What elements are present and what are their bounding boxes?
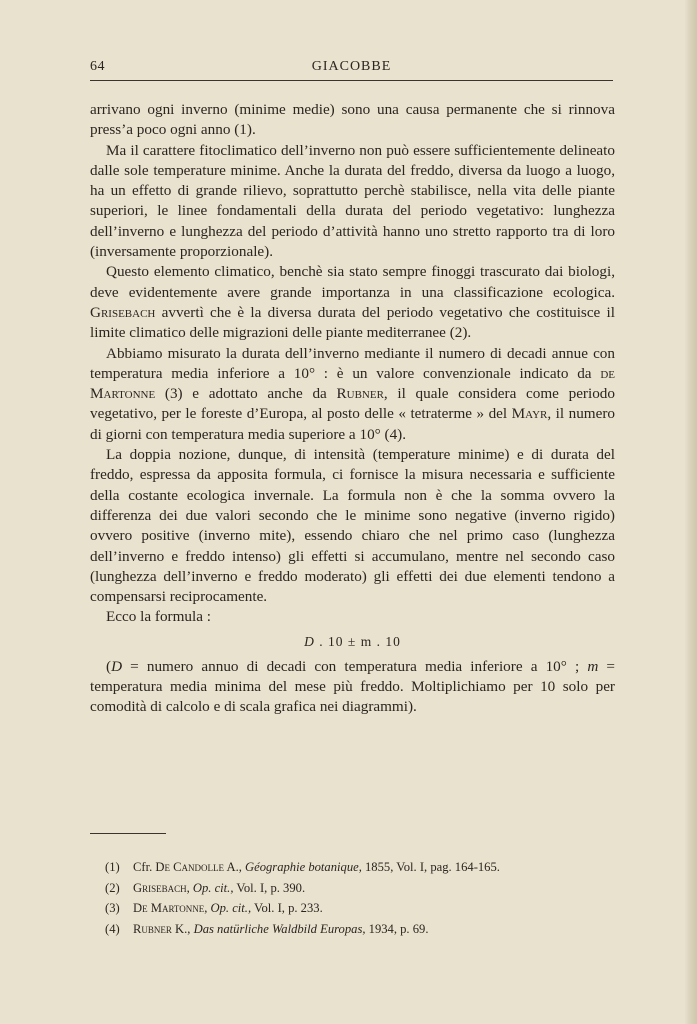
footnote-author: De Martonne [133, 901, 205, 915]
formula-legend [90, 657, 615, 718]
paragraph-4-text-b: (3) e adottato anche da [155, 385, 337, 403]
paragraph-6: Ecco la formula : [106, 608, 211, 626]
legend-def-d: = numero annuo di decadi con temperatura media inferiore a 10° ; [122, 657, 588, 675]
legend-def-m: = temperatura media minima del mese più freddo. Moltiplichiamo per 10 solo per comodità di calcolo e di scala grafica nei diagrammi). [90, 657, 615, 716]
paragraph-4 [90, 344, 615, 445]
footnote-mid: , [204, 901, 211, 915]
footnote-2 [105, 878, 615, 899]
footnote-author: Rubner [133, 921, 172, 936]
running-head: GIACOBBE [311, 59, 392, 74]
footnote-post: 1934, p. 69. [365, 921, 429, 936]
formula-rest: . 10 ± m . 10 [314, 633, 401, 649]
legend-var-d: D [111, 657, 123, 675]
footnote-rule [90, 833, 166, 834]
footnote-author: Grisebach [133, 880, 187, 895]
footnote-mid: K., [171, 921, 194, 936]
legend-open: ( [106, 657, 112, 675]
footnote-author: De Candolle [155, 860, 225, 874]
page-edge [685, 0, 697, 1024]
paragraph-3 [90, 262, 615, 343]
paragraph-5: La doppia nozione, dunque, di intensità (temperature minime) e di durata del freddo, espressa da apposita formula, ci fornisce la misura necessaria e sufficiente della costante ecologica invernale. La formula non è che la somma ovvero la differenza dei due valori secondo che le minime sono negative (inverno rigido) ovvero positive (inverno mite), essendo chiaro che nel primo caso (lunghezza dell’inverno e freddo intenso) gli effetti si accumulano, mentre nel secondo caso (lunghezza dell’inverno e freddo moderato) gli effetti dei due elementi tendono a compensarsi reciprocamente. [90, 446, 615, 606]
footnote-title: Op. cit., [192, 880, 234, 895]
footnotes [105, 857, 615, 939]
formula [90, 631, 615, 653]
footnote-number: (3) [105, 901, 120, 915]
paragraph-4-text-c: , il quale considera come periodo vegetativo, per le foreste d’Europa, al posto delle « tetraterme » del [90, 385, 615, 423]
footnote-mid: , [186, 880, 193, 895]
footnote-title: Das natürliche Waldbild Europas, [193, 921, 366, 936]
footnote-3 [105, 898, 615, 919]
footnote-title: Op. cit., [210, 901, 252, 915]
paragraph-3-text-b: avvertì che è la diversa durata del periodo vegetativo che costituisce il limite climatico delle migrazioni delle piante mediterranee (2). [90, 303, 615, 342]
footnote-post: Vol. I, p. 390. [233, 880, 306, 895]
footnote-1 [105, 857, 615, 878]
body-text [90, 100, 615, 718]
footnote-post: 1855, Vol. I, pag. 164-165. [361, 860, 500, 874]
paragraph-4-text-a: Abbiamo misurato la durata dell’inverno mediante il numero di decadi annue con temperatura media inferiore a 10° : è un valore convenzionale indicato da [90, 344, 615, 382]
author-grisebach: Grisebach [90, 303, 156, 321]
footnote-number: (4) [105, 921, 120, 936]
paragraph-3-text-a: Questo elemento climatico, benchè sia stato sempre finoggi trascurato dai biologi, deve evidentemente avere grande importanza in una classificazione ecologica. [90, 263, 615, 301]
page-header [90, 58, 613, 81]
footnote-4 [105, 919, 615, 940]
formula-var-d: D [304, 633, 315, 649]
footnote-pre: Cfr. [133, 860, 156, 874]
paragraph-1: arrivano ogni inverno (minime medie) sono una causa permanente che si rinnova press’a poco ogni anno (1). [90, 101, 615, 139]
author-rubner: Rubner [336, 385, 384, 403]
footnote-number: (1) [105, 860, 120, 874]
footnote-mid: A., [224, 860, 246, 874]
legend-var-m: m [587, 657, 599, 675]
footnote-post: Vol. I, p. 233. [251, 901, 323, 915]
paragraph-4-text-d: , il numero di giorni con temperatura media superiore a 10° (4). [90, 405, 615, 443]
footnote-title: Géographie botanique, [245, 860, 362, 874]
author-de-martonne: de Martonne [90, 364, 615, 403]
page-number: 64 [90, 59, 105, 74]
author-mayr: Mayr [511, 405, 548, 423]
paragraph-2: Ma il carattere fitoclimatico dell’inverno non può essere sufficientemente delineato dalle sole temperature minime. Anche la durata del freddo, diversa da luogo a luogo, ha un effetto di grande rilievo, soprattutto perchè stabilisce, nella vita delle piante superiori, le linee fondamentali della durata del periodo vegetativo: lunghezza dell’inverno e lunghezza del periodo d’attività hanno uno stretto rapporto tra di loro (inversamente proporzionale). [90, 141, 615, 261]
footnote-number: (2) [105, 880, 120, 895]
